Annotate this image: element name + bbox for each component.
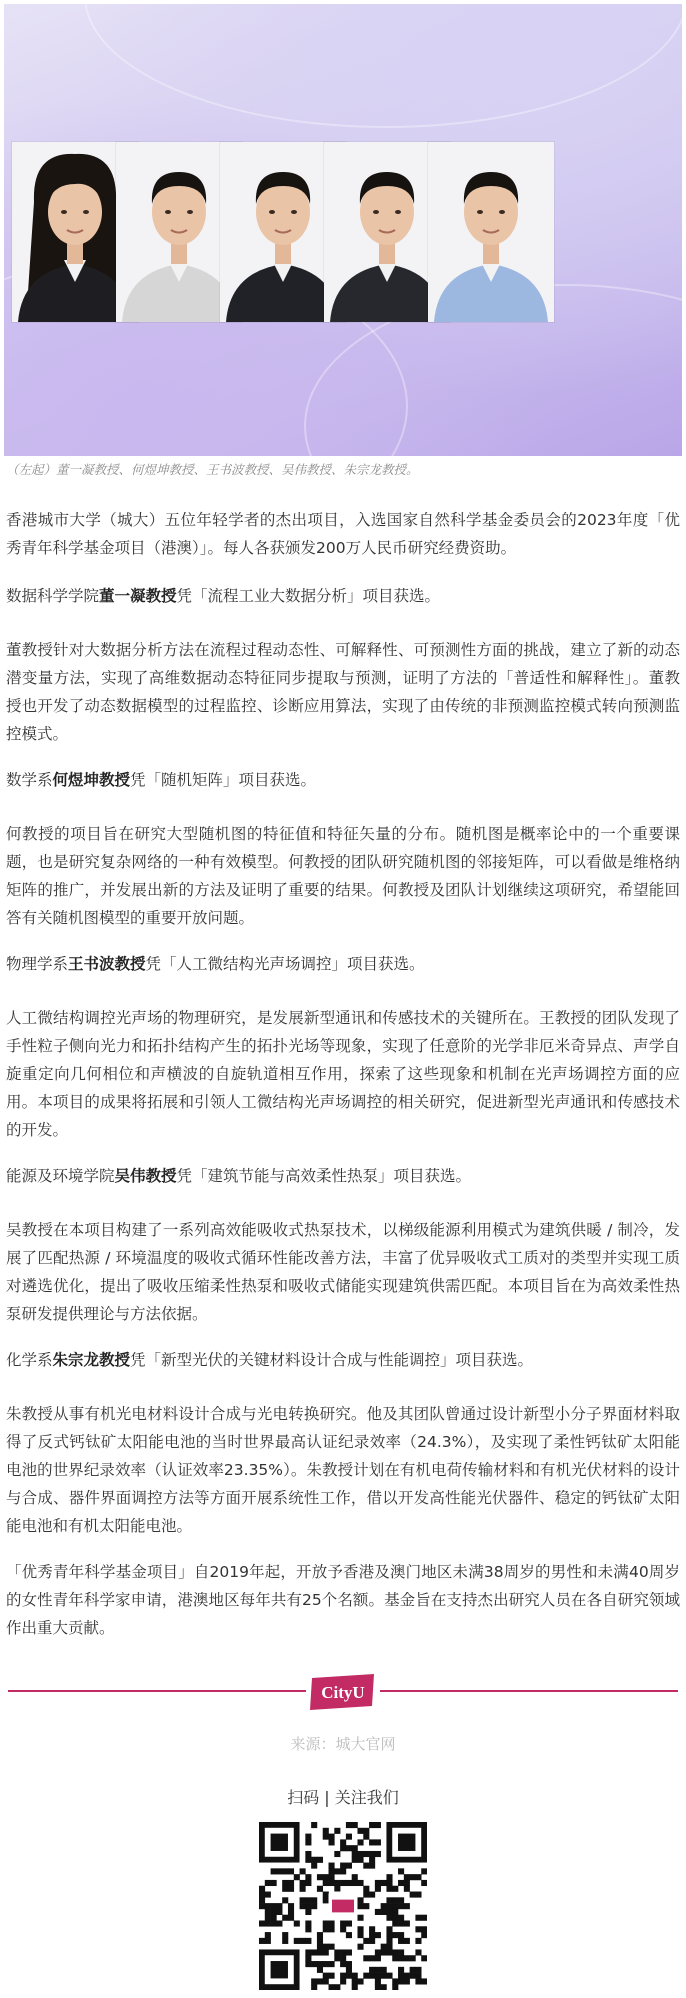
intro-paragraph: 香港城市大学（城大）五位年轻学者的杰出项目，入选国家自然科学基金委员会的2023年度「优秀青年科学基金项目（港澳）」。每人各获颁发200万人民币研究经费资助。: [6, 511, 680, 557]
qr-code-icon[interactable]: [259, 1822, 427, 1990]
portrait-zhu-zonglong: [428, 142, 554, 322]
cityu-logo: [306, 1672, 380, 1712]
award-project: 凭「人工微结构光声场调控」项目获选。: [145, 955, 425, 973]
award-dept: 数学系: [6, 771, 53, 789]
award-heading: [6, 950, 680, 978]
hero-banner: [4, 4, 682, 456]
award-heading: [6, 1162, 680, 1190]
award-project: 凭「随机矩阵」项目获选。: [130, 771, 317, 789]
award-professor: 王书波教授: [68, 955, 146, 973]
award-professor: 董一凝教授: [99, 587, 177, 605]
award-description: 何教授的项目旨在研究大型随机图的特征值和特征矢量的分布。随机图是概率论中的一个重要课题，也是研究复杂网络的一种有效模型。何教授的团队研究随机图的邻接矩阵，可以看做是维格纳矩阵的推广，并发展出新的方法及证明了重要的结果。何教授及团队计划继续这项研究，希望能回答有关随机图模型的重要开放问题。: [6, 825, 680, 927]
award-professor: 吴伟教授: [114, 1167, 177, 1185]
award-heading: [6, 582, 680, 610]
award-dept: 物理学系: [6, 955, 69, 973]
award-project: 凭「新型光伏的关键材料设计合成与性能调控」项目获选。: [130, 1351, 534, 1369]
award-description: 朱教授从事有机光电材料设计合成与光电转换研究。他及其团队曾通过设计新型小分子界面材料取得了反式钙钛矿太阳能电池的当时世界最高认证纪录效率（24.3%），及实现了柔性钙钛矿太阳能电池的世界纪录效率（认证效率23.35%）。朱教授计划在有机电荷传输材料和有机光伏材料的设计与合成、器件界面调控方法等方面开展系统性工作，借以开发高性能光伏器件、稳定的钙钛矿太阳能电池和有机太阳能电池。: [6, 1405, 680, 1535]
award-description: 董教授针对大数据分析方法在流程过程动态性、可解释性、可预测性方面的挑战，建立了新的动态潜变量方法，实现了高维数据动态特征同步提取与预测，证明了方法的「普适性和解释性」。董教授也开发了动态数据模型的过程监控、诊断应用算法，实现了由传统的非预测监控模式转向预测监控模式。: [6, 641, 680, 743]
award-project: 凭「建筑节能与高效柔性热泵」项目获选。: [176, 1167, 472, 1185]
award-description: 人工微结构调控光声场的物理研究，是发展新型通讯和传感技术的关键所在。王教授的团队发现了手性粒子侧向光力和拓扑结构产生的拓扑光场等现象，实现了任意阶的光学非厄米奇异点、声学自旋重定向几何相位和声横波的自旋轨道相互作用，探索了这些现象和机制在光声场调控方面的应用。本项目的成果将拓展和引领人工微结构光声场调控的相关研究，促进新型光声通讯和传感技术的开发。: [6, 1009, 680, 1139]
award-description: 吴教授在本项目构建了一系列高效能吸收式热泵技术，以梯级能源利用模式为建筑供暖 / 制冷，发展了匹配热源 / 环境温度的吸收式循环性能改善方法，丰富了优异吸收式工质对的类型并实现工质对遴选优化，提出了吸收压缩柔性热泵和吸收式储能实现建筑供需匹配。本项目旨在为高效柔性热泵研发提供理论与方法依据。: [6, 1221, 680, 1323]
award-heading: [6, 766, 680, 794]
follow-us-text: 扫码 | 关注我们: [287, 1788, 399, 1807]
award-professor: 朱宗龙教授: [52, 1351, 131, 1369]
decor-swirl: [84, 4, 682, 128]
award-dept: 能源及环境学院: [6, 1167, 115, 1185]
photo-caption: （左起）董一凝教授、何煜坤教授、王书波教授、吴伟教授、朱宗龙教授。: [6, 462, 419, 477]
source-label: 来源：城大官网: [290, 1735, 396, 1753]
closing-paragraph: 「优秀青年科学基金项目」自2019年起，开放予香港及澳门地区未满38周岁的男性和未满40周岁的女性青年科学家申请，港澳地区每年共有25个名额。基金旨在支持杰出研究人员在各自研究领域作出重大贡献。: [6, 1563, 680, 1637]
award-heading: [6, 1346, 680, 1374]
award-project: 凭「流程工业大数据分析」项目获选。: [176, 587, 441, 605]
award-dept: 数据科学学院: [6, 587, 100, 605]
award-professor: 何煜坤教授: [52, 771, 131, 789]
award-dept: 化学系: [6, 1351, 53, 1369]
logo-text: CityU: [321, 1683, 365, 1702]
